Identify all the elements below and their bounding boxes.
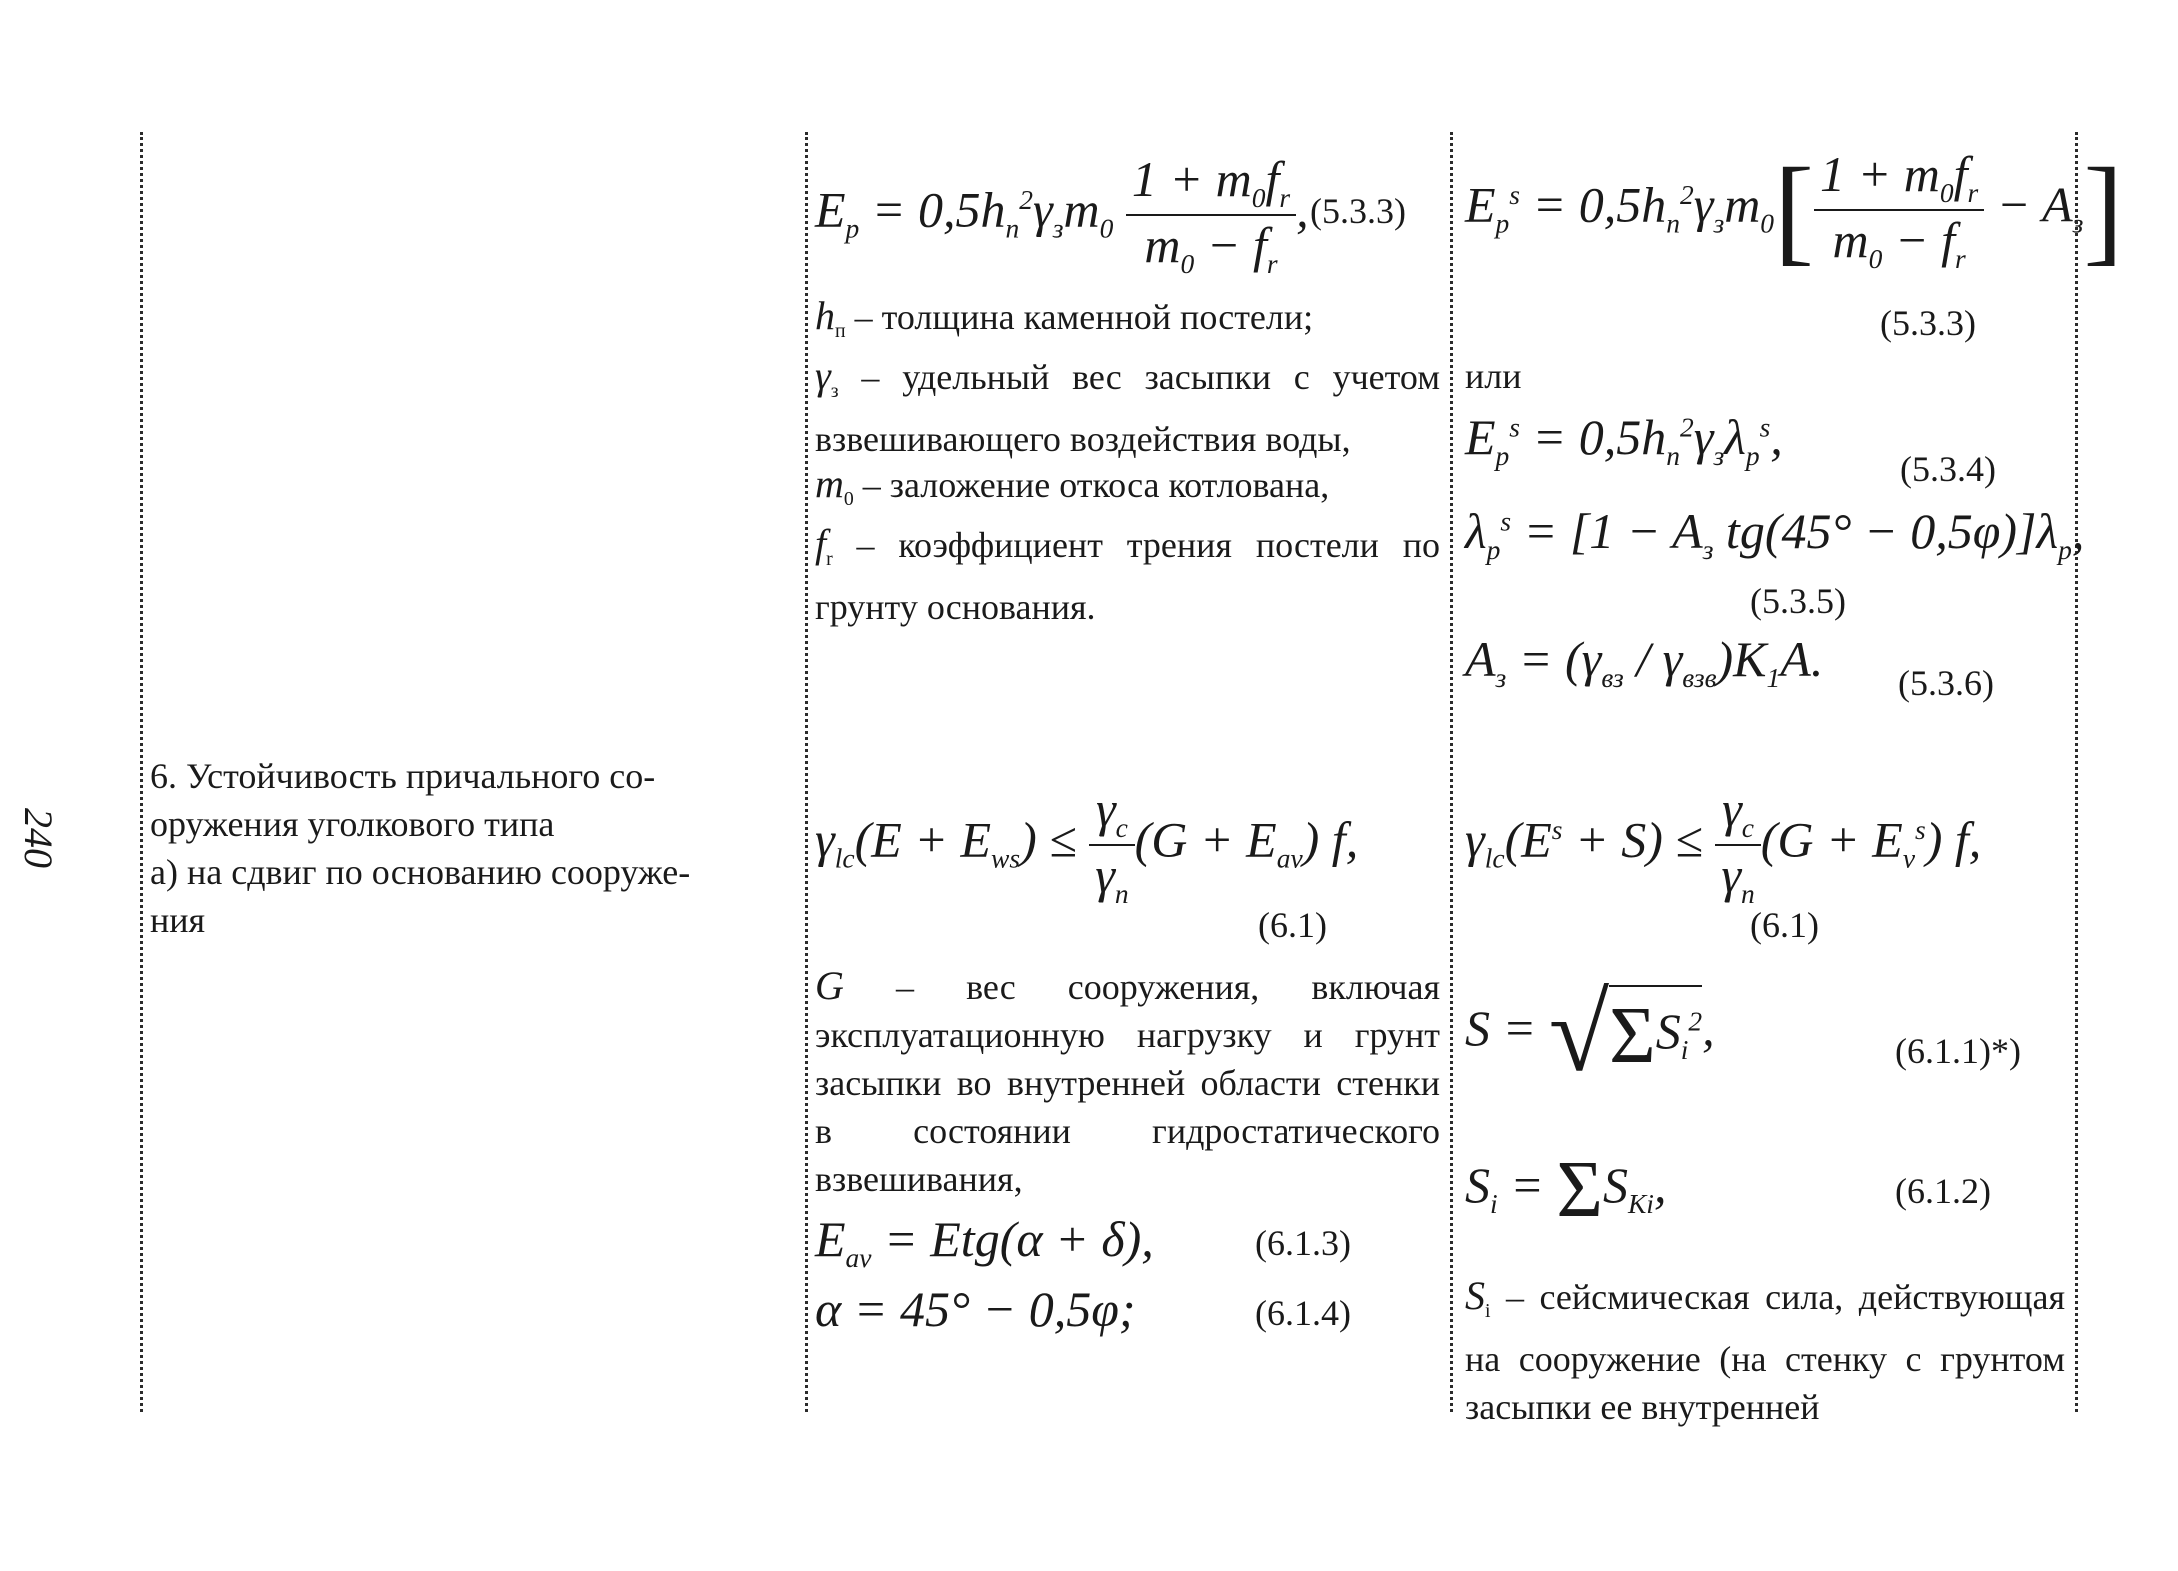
definition-Si: $S_i$ – сейсмическая сила, действующая на сооружение (на стенку с грунтом засыпки ее внутренней <box>1465 1273 2065 1428</box>
item-subheading-line1: а) на сдвиг по основанию сооруже- <box>150 852 691 892</box>
equation-number-6-1-right: (6.1) <box>1750 905 1819 945</box>
definition-f-text: – коэффициент трения постели по грунту основания. <box>815 525 1440 628</box>
formula-6-1-2: $S_i = \Sigma S_{Ki}$, <box>1465 1146 1667 1234</box>
formula-5-3-3-left: $E_p = 0,5h_n^2\gamma_зm_0$ $\frac{1 + m_0f_r}{m_0 - f_r}$ , <box>815 151 1309 279</box>
definition-h: $h_п$ – толщина каменной постели; <box>815 293 1314 343</box>
formula-5-3-4: $E_p^s = 0,5h_n^2\gamma_з\lambda_p^s$, <box>1465 409 1783 471</box>
equation-number-6-1-left: (6.1) <box>1258 905 1327 945</box>
table-border-left <box>140 132 143 1412</box>
equation-number-5-3-3-right: (5.3.3) <box>1880 303 1976 343</box>
equation-number-6-1-2: (6.1.2) <box>1895 1171 1991 1211</box>
definition-gamma-text: – удельный вес засыпки с учетом взвешивающего воздействия воды, <box>815 357 1441 460</box>
definition-G-text: – вес сооружения, включая эксплуатационную нагрузку и грунт засыпки во внутренней области стенки в состоянии гидростатического взвешивания, <box>815 967 1440 1199</box>
equation-number-6-1-4: (6.1.4) <box>1255 1293 1351 1333</box>
definition-h-text: – толщина каменной постели; <box>854 297 1314 337</box>
formula-6-1-left: $\gamma_{lc}(E + E_{ws})$ ≤ $\frac{\gamma_c}{\gamma_n}$ $(G + E_{av})$ f, <box>815 781 1359 909</box>
formula-6-1-1: $S = √\Sigma S_i^2$, <box>1465 972 1715 1094</box>
formula-5-3-3-right: $E_p^s = 0,5h_n^2\gamma_зm_0$[ $\frac{1 + m_0f_r}{m_0 - f_r}$ − $A_з$] <box>1465 143 2124 276</box>
equation-number-6-1-1: (6.1.1)*) <box>1895 1031 2021 1071</box>
text-or: или <box>1465 356 1522 396</box>
item-subheading-line2: ния <box>150 900 206 940</box>
table-border-col3 <box>1450 132 1453 1412</box>
item-heading-line1: 6. Устойчивость причального со- <box>150 756 656 796</box>
equation-number-5-3-5: (5.3.5) <box>1750 581 1846 621</box>
formula-5-3-6: $A_з = (\gamma_{вз} / \gamma_{взв})K_1A$. <box>1465 631 1824 693</box>
page-number: 240 <box>16 808 61 868</box>
equation-number-6-1-3: (6.1.3) <box>1255 1223 1351 1263</box>
definition-m0: $m_0$ – заложение откоса котлована, <box>815 461 1330 511</box>
table-border-right <box>2075 132 2078 1412</box>
formula-6-1-4: α = 45° − 0,5φ; <box>815 1281 1136 1337</box>
formula-6-1-3: $E_{av} = Etg(\alpha + \delta)$, <box>815 1211 1154 1273</box>
table-border-col2 <box>805 132 808 1412</box>
definition-f: $f_r$ – коэффициент трения постели по грунту основания. <box>815 521 1440 628</box>
definition-m0-text: – заложение откоса котлована, <box>862 465 1330 505</box>
definition-Si-text: – сейсмическая сила, действующая на сооружение (на стенку с грунтом засыпки ее внутренней <box>1465 1277 2065 1428</box>
equation-number-5-3-4: (5.3.4) <box>1900 449 1996 489</box>
equation-number-5-3-6: (5.3.6) <box>1898 663 1994 703</box>
item-heading-line2: оружения уголкового типа <box>150 804 555 844</box>
formula-5-3-5: $\lambda_p^s = [1 - A_з$ $tg(45^\circ - 0,5\varphi)]\lambda_p$, <box>1465 503 2085 565</box>
definition-G: G – вес сооружения, включая эксплуатационную нагрузку и грунт засыпки во внутренней области стенки в состоянии гидростатического взвешивания, <box>815 963 1440 1199</box>
equation-number-5-3-3-left: (5.3.3) <box>1310 191 1406 231</box>
definition-gamma: $\gamma_з$ – удельный вес засыпки с учетом взвешивающего воздействия воды, <box>815 353 1441 460</box>
formula-6-1-right: $\gamma_{lc}(E^s + S)$ ≤ $\frac{\gamma_c}{\gamma_n}$ $(G + E_v^s)$ f, <box>1465 781 1982 909</box>
